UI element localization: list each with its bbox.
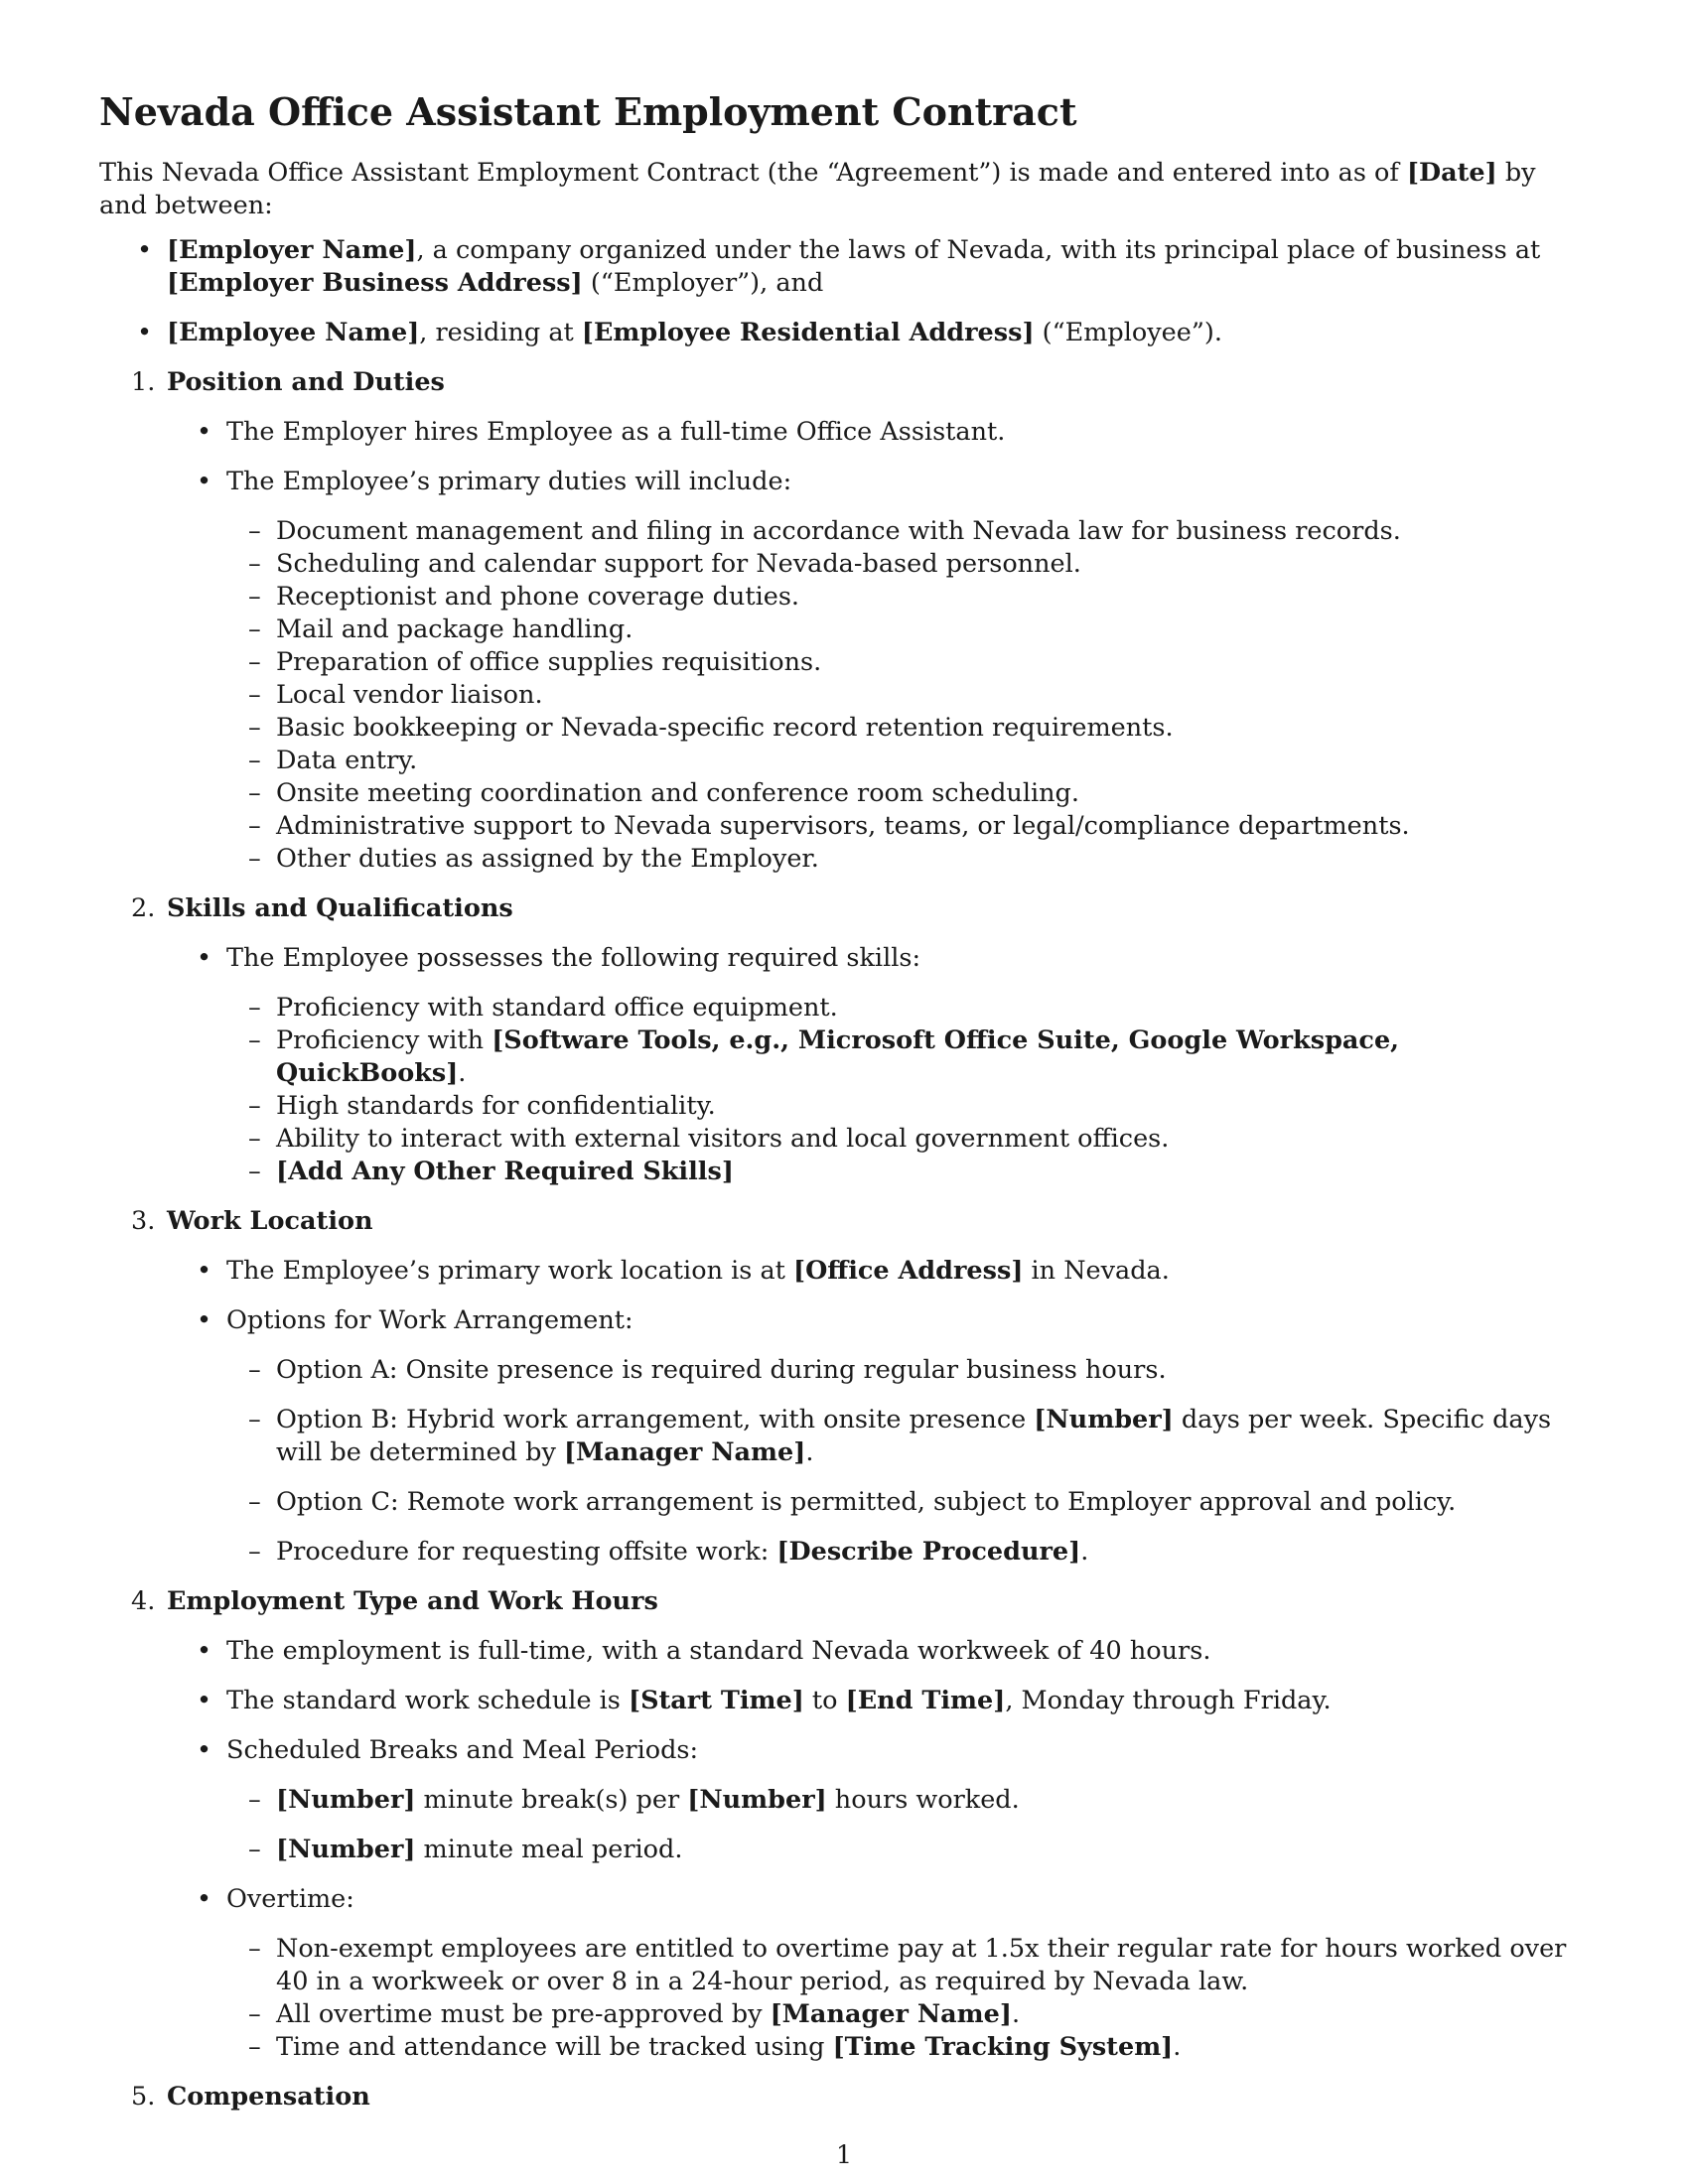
number-placeholder: [Number] [1034, 1405, 1174, 1434]
bullet-item [167, 1883, 1589, 2064]
dash-icon: – [248, 1124, 261, 1154]
skill-item [226, 1024, 1589, 1090]
dash-icon: – [248, 647, 261, 677]
skill-text: High standards for confidentiality. [276, 1091, 716, 1121]
bullet-text: The Employer hires Employee as a full-time Office Assistant. [226, 417, 1006, 447]
work-options-list [226, 1354, 1589, 1569]
dash-icon: – [248, 1405, 261, 1434]
dash-icon: – [248, 1355, 261, 1385]
employee-text: , residing at [419, 318, 582, 347]
bullet-text: to [803, 1686, 846, 1715]
bullet-item [167, 1635, 1589, 1668]
skill-text: Ability to interact with external visitors and local government offices. [276, 1124, 1170, 1154]
section-number: 1. [131, 367, 156, 397]
section-title: Work Location [167, 1206, 373, 1236]
time-tracking-placeholder: [Time Tracking System] [832, 2032, 1174, 2062]
section-number: 4. [131, 1586, 156, 1616]
number-placeholder: [Number] [687, 1785, 827, 1815]
option-text: Option A: Onsite presence is required during regular business hours. [276, 1355, 1167, 1385]
section-skills [99, 892, 1589, 1188]
bullet-text: Options for Work Arrangement: [226, 1305, 633, 1335]
duty-text: Basic bookkeeping or Nevada-specific record retention requirements. [276, 713, 1174, 743]
employer-name-placeholder: [Employer Name] [167, 235, 417, 265]
section-title: Compensation [167, 2082, 370, 2112]
party-employer [99, 234, 1589, 300]
duty-text: Preparation of office supplies requisitions. [276, 647, 822, 677]
overtime-text: All overtime must be pre-approved by [276, 1999, 771, 2029]
employer-text-end: (“Employer”), and [582, 268, 824, 298]
option-item [226, 1404, 1589, 1469]
section-work-location [99, 1205, 1589, 1569]
option-item [226, 1486, 1589, 1519]
breaks-list [226, 1784, 1589, 1866]
overtime-text: Non-exempt employees are entitled to overtime pay at 1.5x their regular rate for hours worked over 40 in a workweek or over 8 in a 24-hour period, as required by Nevada law. [276, 1934, 1567, 1996]
intro-text-end: by and between: [99, 158, 1536, 220]
other-skills-placeholder: [Add Any Other Required Skills] [276, 1157, 734, 1186]
bullet-text: The Employee possesses the following required skills: [226, 943, 921, 973]
section-position-duties [99, 366, 1589, 876]
duty-text: Local vendor liaison. [276, 680, 543, 710]
bullet-icon: • [197, 943, 212, 973]
bullet-text-end: , Monday through Friday. [1005, 1686, 1332, 1715]
contract-page [99, 87, 1589, 2130]
overtime-text-end: . [1011, 1999, 1021, 2029]
break-text: minute break(s) per [415, 1785, 688, 1815]
skill-text: Proficiency with [276, 1025, 492, 1055]
section-title: Skills and Qualifications [167, 893, 513, 923]
bullet-text: Overtime: [226, 1884, 354, 1914]
dash-icon: – [248, 680, 261, 710]
duty-item [226, 843, 1589, 876]
section-work-hours [99, 1585, 1589, 2064]
bullet-item [167, 942, 1589, 1188]
document-title: Nevada Office Assistant Employment Contract [99, 89, 1077, 134]
section-number: 2. [131, 893, 156, 923]
duty-text: Receptionist and phone coverage duties. [276, 582, 800, 612]
break-item [226, 1784, 1589, 1817]
duty-text: Onsite meeting coordination and conference room scheduling. [276, 778, 1079, 808]
end-time-placeholder: [End Time] [845, 1686, 1006, 1715]
break-item [226, 1834, 1589, 1866]
dash-icon: – [248, 516, 261, 546]
dash-icon: – [248, 1157, 261, 1186]
software-tools-placeholder: [Software Tools, e.g., Microsoft Office Suite, Google Workspace, QuickBooks] [276, 1025, 1400, 1088]
section-title: Employment Type and Work Hours [167, 1586, 658, 1616]
employer-address-placeholder: [Employer Business Address] [167, 268, 583, 298]
section-title: Position and Duties [167, 367, 445, 397]
dash-icon: – [248, 713, 261, 743]
dash-icon: – [248, 1785, 261, 1815]
section-compensation [99, 2081, 1589, 2114]
bullet-icon: • [197, 1305, 212, 1335]
option-text: Procedure for requesting offsite work: [276, 1537, 777, 1567]
break-text: minute meal period. [415, 1835, 683, 1864]
dash-icon: – [248, 582, 261, 612]
overtime-item [226, 1933, 1589, 1998]
option-item [226, 1536, 1589, 1569]
option-text-end: . [805, 1437, 814, 1467]
intro-text: This Nevada Office Assistant Employment Contract (the “Agreement”) is made and entered into as of [99, 158, 1407, 188]
duty-text: Other duties as assigned by the Employer. [276, 844, 819, 874]
number-placeholder: [Number] [276, 1835, 416, 1864]
break-text-end: hours worked. [826, 1785, 1020, 1815]
duties-list [226, 515, 1589, 876]
duty-item [226, 810, 1589, 843]
section-number: 3. [131, 1206, 156, 1236]
bullet-icon: • [197, 1735, 212, 1765]
manager-name-placeholder: [Manager Name] [770, 1999, 1012, 2029]
option-text: days per week. Specific days will be determined by [276, 1405, 1552, 1467]
overtime-text: Time and attendance will be tracked using [276, 2032, 833, 2062]
procedure-placeholder: [Describe Procedure] [776, 1537, 1081, 1567]
skill-item [226, 992, 1589, 1024]
number-placeholder: [Number] [276, 1785, 416, 1815]
dash-icon: – [248, 746, 261, 775]
page-number: 1 [835, 2140, 853, 2170]
bullet-text: Scheduled Breaks and Meal Periods: [226, 1735, 699, 1765]
dash-icon: – [248, 1934, 261, 1964]
bullet-item [167, 1734, 1589, 1866]
dash-icon: – [248, 844, 261, 874]
duty-item [226, 679, 1589, 712]
bullet-icon: • [197, 1884, 212, 1914]
bullet-icon: • [197, 1636, 212, 1666]
duty-text: Mail and package handling. [276, 614, 633, 644]
employer-text: , a company organized under the laws of Nevada, with its principal place of business at [416, 235, 1541, 265]
duty-text: Data entry. [276, 746, 418, 775]
office-address-placeholder: [Office Address] [793, 1256, 1024, 1286]
start-time-placeholder: [Start Time] [629, 1686, 804, 1715]
dash-icon: – [248, 1091, 261, 1121]
duty-text: Scheduling and calendar support for Nevada-based personnel. [276, 549, 1081, 579]
skills-list [226, 992, 1589, 1188]
duty-item [226, 646, 1589, 679]
option-text-end: . [1080, 1537, 1089, 1567]
overtime-item [226, 2031, 1589, 2064]
duty-item [226, 581, 1589, 614]
overtime-list [226, 1933, 1589, 2064]
bullet-text: The standard work schedule is [226, 1686, 629, 1715]
bullet-item [167, 1255, 1589, 1288]
bullet-item [167, 466, 1589, 876]
dash-icon: – [248, 2032, 261, 2062]
dash-icon: – [248, 993, 261, 1023]
bullet-icon: • [197, 417, 212, 447]
duty-item [226, 777, 1589, 810]
duty-item [226, 745, 1589, 777]
employee-name-placeholder: [Employee Name] [167, 318, 420, 347]
bullet-icon: • [197, 1686, 212, 1715]
skill-item [226, 1156, 1589, 1188]
bullet-text-end: in Nevada. [1023, 1256, 1170, 1286]
party-employee [99, 317, 1589, 349]
parties-list [99, 234, 1589, 349]
dash-icon: – [248, 778, 261, 808]
duty-item [226, 614, 1589, 646]
dash-icon: – [248, 1537, 261, 1567]
bullet-item [167, 1304, 1589, 1569]
duty-item [226, 548, 1589, 581]
duty-text: Administrative support to Nevada supervisors, teams, or legal/compliance departments. [276, 811, 1410, 841]
option-item [226, 1354, 1589, 1387]
duty-text: Document management and filing in accordance with Nevada law for business records. [276, 516, 1401, 546]
option-text: Option C: Remote work arrangement is permitted, subject to Employer approval and policy. [276, 1487, 1457, 1517]
bullet-item [167, 1685, 1589, 1717]
skill-text: Proficiency with standard office equipment. [276, 993, 838, 1023]
dash-icon: – [248, 1999, 261, 2029]
dash-icon: – [248, 1487, 261, 1517]
bullet-item [167, 416, 1589, 449]
bullet-text: The Employee’s primary work location is at [226, 1256, 793, 1286]
bullet-text: The employment is full-time, with a standard Nevada workweek of 40 hours. [226, 1636, 1211, 1666]
duty-item [226, 515, 1589, 548]
dash-icon: – [248, 1025, 261, 1055]
employee-address-placeholder: [Employee Residential Address] [581, 318, 1035, 347]
dash-icon: – [248, 549, 261, 579]
bullet-icon: • [197, 467, 212, 496]
bullet-text: The Employee’s primary duties will include: [226, 467, 792, 496]
employee-text-end: (“Employee”). [1034, 318, 1222, 347]
option-text: Option B: Hybrid work arrangement, with onsite presence [276, 1405, 1035, 1434]
date-placeholder: [Date] [1406, 158, 1497, 188]
dash-icon: – [248, 811, 261, 841]
duty-item [226, 712, 1589, 745]
bullet-icon: • [197, 1256, 212, 1286]
dash-icon: – [248, 1835, 261, 1864]
skill-text-end: . [458, 1058, 467, 1088]
manager-name-placeholder: [Manager Name] [563, 1437, 806, 1467]
skill-item [226, 1090, 1589, 1123]
section-number: 5. [131, 2082, 156, 2112]
overtime-text-end: . [1173, 2032, 1182, 2062]
dash-icon: – [248, 614, 261, 644]
overtime-item [226, 1998, 1589, 2031]
intro-paragraph [99, 157, 1589, 222]
skill-item [226, 1123, 1589, 1156]
